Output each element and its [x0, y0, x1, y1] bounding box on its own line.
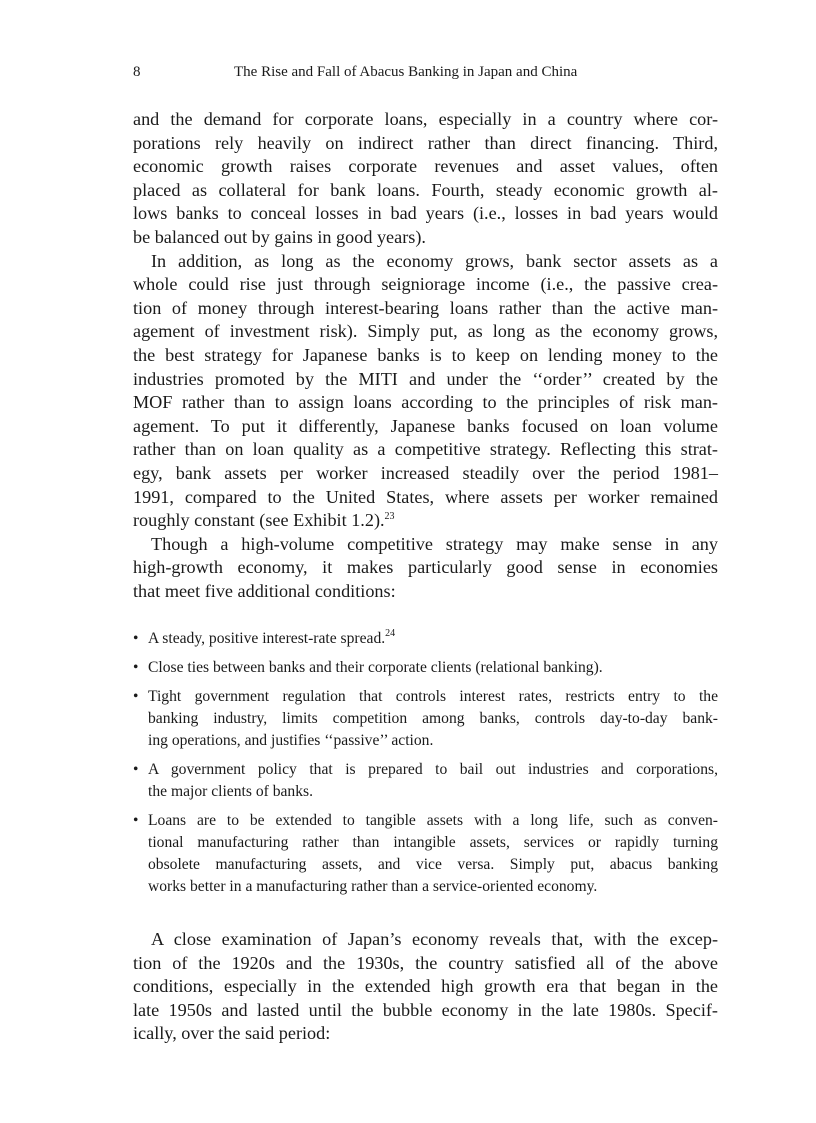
- text-line: ing operations, and justifies ‘‘passive’’ action.: [148, 732, 434, 749]
- text-line: be balanced out by gains in good years).: [133, 226, 426, 247]
- text-line: rather than on loan quality as a competitive strategy. Reflecting this strat-: [133, 439, 718, 460]
- text-line: [148, 628, 718, 650]
- list-item: [133, 810, 718, 898]
- text-line: obsolete manufacturing assets, and vice versa. Simply put, abacus banking: [148, 856, 718, 873]
- paragraph: [133, 250, 718, 533]
- page-number: 8: [133, 64, 141, 80]
- paragraph: [133, 108, 718, 250]
- text-line: tion of the 1920s and the 1930s, the country satisfied all of the above: [133, 952, 718, 973]
- conditions-list: [133, 628, 718, 905]
- text-line: banking industry, limits competition among banks, controls day-to-day bank-: [148, 710, 718, 727]
- text-line: agement of investment risk). Simply put, as long as the economy grows,: [133, 321, 718, 342]
- text-line: In addition, as long as the economy grows, bank sector assets as a: [151, 250, 718, 271]
- text-line: ically, over the said period:: [133, 1023, 331, 1044]
- footnote-ref[interactable]: 23: [384, 511, 395, 523]
- text-line: placed as collateral for bank loans. Fourth, steady economic growth al-: [133, 179, 718, 200]
- text-line: Tight government regulation that controls interest rates, restricts entry to the: [148, 688, 718, 705]
- text-line: the best strategy for Japanese banks is to keep on lending money to the: [133, 344, 718, 365]
- text-line: A close examination of Japan’s economy reveals that, with the excep-: [151, 929, 718, 949]
- text-line: tion of money through interest-bearing loans rather than the active man-: [133, 297, 718, 318]
- text-line: late 1950s and lasted until the bubble economy in the late 1980s. Specif-: [133, 999, 718, 1020]
- text-line: and the demand for corporate loans, especially in a country where cor-: [133, 109, 718, 129]
- text-line: egy, bank assets per worker increased steadily over the period 1981–: [133, 462, 718, 483]
- text-line: Though a high-volume competitive strategy may make sense in any: [151, 533, 718, 554]
- text-fragment: A steady, positive interest-rate spread.: [148, 630, 386, 647]
- running-title: The Rise and Fall of Abacus Banking in Japan and China: [234, 64, 578, 80]
- body-text: [133, 108, 718, 603]
- text-line: economic growth raises corporate revenues and asset values, often: [133, 156, 718, 177]
- text-line: lows banks to conceal losses in bad years (i.e., losses in bad years would: [133, 203, 718, 224]
- text-line: agement. To put it differently, Japanese banks focused on loan volume: [133, 415, 718, 436]
- text-line: industries promoted by the MITI and under the ‘‘order’’ created by the: [133, 368, 718, 389]
- text-line: works better in a manufacturing rather than a service-oriented economy.: [148, 878, 598, 895]
- running-header: [133, 64, 718, 84]
- footnote-ref[interactable]: 24: [385, 628, 396, 639]
- text-fragment: roughly constant (see Exhibit 1.2).: [133, 510, 385, 531]
- list-item: [133, 759, 718, 803]
- text-line: conditions, especially in the extended high growth era that began in the: [133, 976, 718, 997]
- list-item: [133, 628, 718, 650]
- bullet-icon: •: [133, 688, 139, 705]
- bullet-icon: •: [133, 761, 139, 778]
- text-line: whole could rise just through seigniorage income (i.e., the passive crea-: [133, 274, 718, 295]
- text-line: [133, 509, 718, 533]
- paragraph: [133, 928, 718, 1046]
- text-line: 1991, compared to the United States, where assets per worker remained: [133, 486, 718, 507]
- bullet-icon: •: [133, 812, 139, 829]
- bullet-icon: •: [133, 659, 139, 676]
- text-line: porations rely heavily on indirect rather than direct financing. Third,: [133, 132, 718, 153]
- bullet-icon: •: [133, 630, 139, 647]
- text-line: A government policy that is prepared to bail out industries and corporations,: [148, 761, 718, 778]
- text-line: Close ties between banks and their corporate clients (relational banking).: [148, 659, 603, 676]
- text-line: high-growth economy, it makes particularly good sense in economies: [133, 557, 718, 578]
- list-item: [133, 657, 718, 679]
- text-line: MOF rather than to assign loans according to the principles of risk man-: [133, 392, 718, 413]
- text-line: that meet five additional conditions:: [133, 580, 396, 601]
- list-item: [133, 686, 718, 752]
- text-line: the major clients of banks.: [148, 783, 313, 800]
- text-line: tional manufacturing rather than intangible assets, services or rapidly turning: [148, 834, 718, 851]
- text-line: Loans are to be extended to tangible assets with a long life, such as conven-: [148, 812, 718, 829]
- paragraph: [133, 533, 718, 604]
